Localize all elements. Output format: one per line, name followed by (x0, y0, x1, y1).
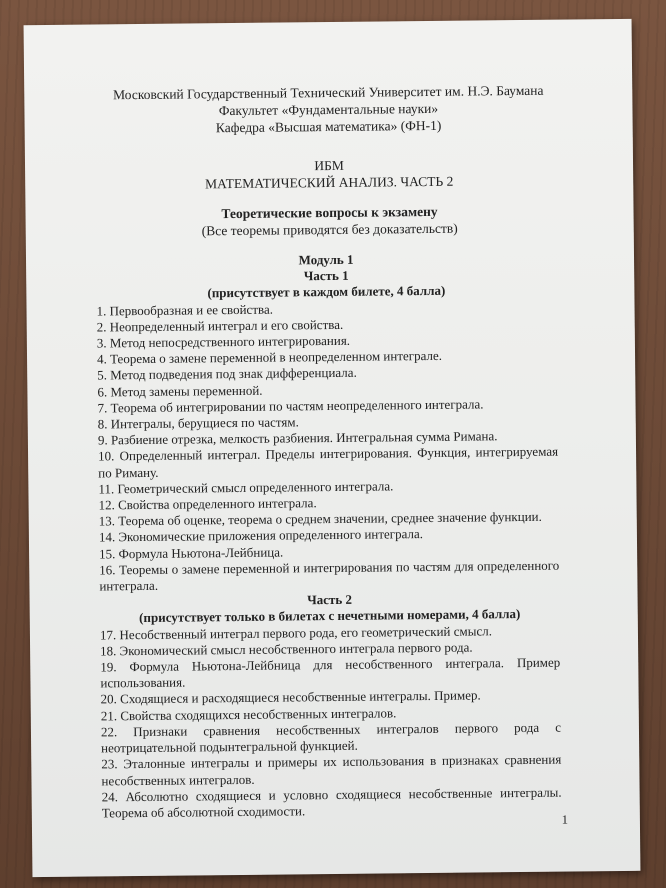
question-item: 17. Несобственный интеграл первого рода, его геометрический смысл. (99, 623, 492, 643)
part-2-subtitle: (присутствует только в билетах с нечетными номерами, 4 балла) (139, 606, 521, 626)
question-item: 3. Метод непосредственного интегрирования. (96, 332, 351, 351)
questions-content (96, 250, 562, 822)
question-item: 7. Теорема об интегрировании по частям неопределенного интеграла. (97, 396, 484, 416)
question-item: 6. Метод замены переменной. (97, 382, 263, 400)
module-title: Модуль 1 (298, 251, 354, 268)
course-title: МАТЕМАТИЧЕСКИЙ АНАЛИЗ. ЧАСТЬ 2 (205, 173, 454, 192)
course-title-block (25, 154, 633, 194)
question-item: 5. Метод подведения под знак дифференциала. (97, 365, 357, 383)
document-header (24, 81, 633, 138)
question-item: 9. Разбиение отрезка, мелкость разбиения. Интегральная сумма Римана. (97, 428, 498, 448)
question-item: 22. Признаки сравнения несобственных интегралов первого рода с неотрицательной подынтегральной функцией. (100, 719, 562, 756)
question-item: 2. Неопределенный интеграл и его свойства. (96, 316, 344, 335)
faculty-name: Факультет «Фундаментальные науки» (218, 100, 439, 119)
exam-heading: Теоретические вопросы к экзамену (221, 203, 438, 222)
question-item: 11. Геометрический смысл определенного интеграла. (98, 478, 394, 497)
document-page (24, 19, 641, 877)
question-item: 14. Экономические приложения определенного интеграла. (98, 526, 424, 545)
question-item: 4. Теорема о замене переменной в неопределенном интеграле. (96, 348, 443, 367)
question-item: 10. Определенный интеграл. Пределы интегрирования. Функция, интегрируемая по Риману. (97, 444, 559, 481)
question-item: 12. Свойства определенного интеграла. (98, 495, 317, 513)
question-item: 15. Формула Ньютона-Лейбница. (99, 544, 284, 562)
part-1-title: Часть 1 (303, 268, 349, 284)
part-1-subtitle: (присутствует в каждом билете, 4 балла) (207, 283, 446, 301)
question-item: 24. Абсолютно сходящиеся и условно сходящиеся несобственные интегралы. Теорема об абсолютной сходимости. (101, 784, 562, 821)
question-item: 16. Теоремы о замене переменной и интегрирования по частям для определенного интеграла. (99, 557, 560, 594)
question-item: 1. Первообразная и ее свойства. (96, 301, 274, 319)
exam-heading-block (25, 201, 633, 241)
question-item: 18. Экономический смысл несобственного интеграла первого рода. (100, 639, 473, 659)
question-item: 19. Формула Ньютона-Лейбница для несобственного интеграла. Пример использования. (100, 654, 561, 691)
question-item: 20. Сходящиеся и расходящиеся несобственные интегралы. Пример. (100, 687, 481, 707)
question-item: 23. Эталонные интегралы и примеры их использования в признаках сравнения несобственных интегралов. (101, 751, 562, 788)
department-name: Кафедра «Высшая математика» (ФН-1) (215, 117, 442, 136)
page-number: 1 (561, 812, 568, 827)
question-item: 8. Интегралы, берущиеся по частям. (97, 414, 299, 432)
exam-note: (Все теоремы приводятся без доказательств) (201, 220, 458, 239)
question-item: 13. Теорема об оценке, теорема о среднем значении, среднее значение функции. (98, 509, 542, 529)
question-item: 21. Свойства сходящихся несобственных интегралов. (100, 705, 397, 724)
part-2-title: Часть 2 (307, 592, 353, 608)
university-name: Московский Государственный Технический Университет им. Н.Э. Баумана (112, 82, 544, 103)
program-name: ИБМ (314, 157, 344, 174)
